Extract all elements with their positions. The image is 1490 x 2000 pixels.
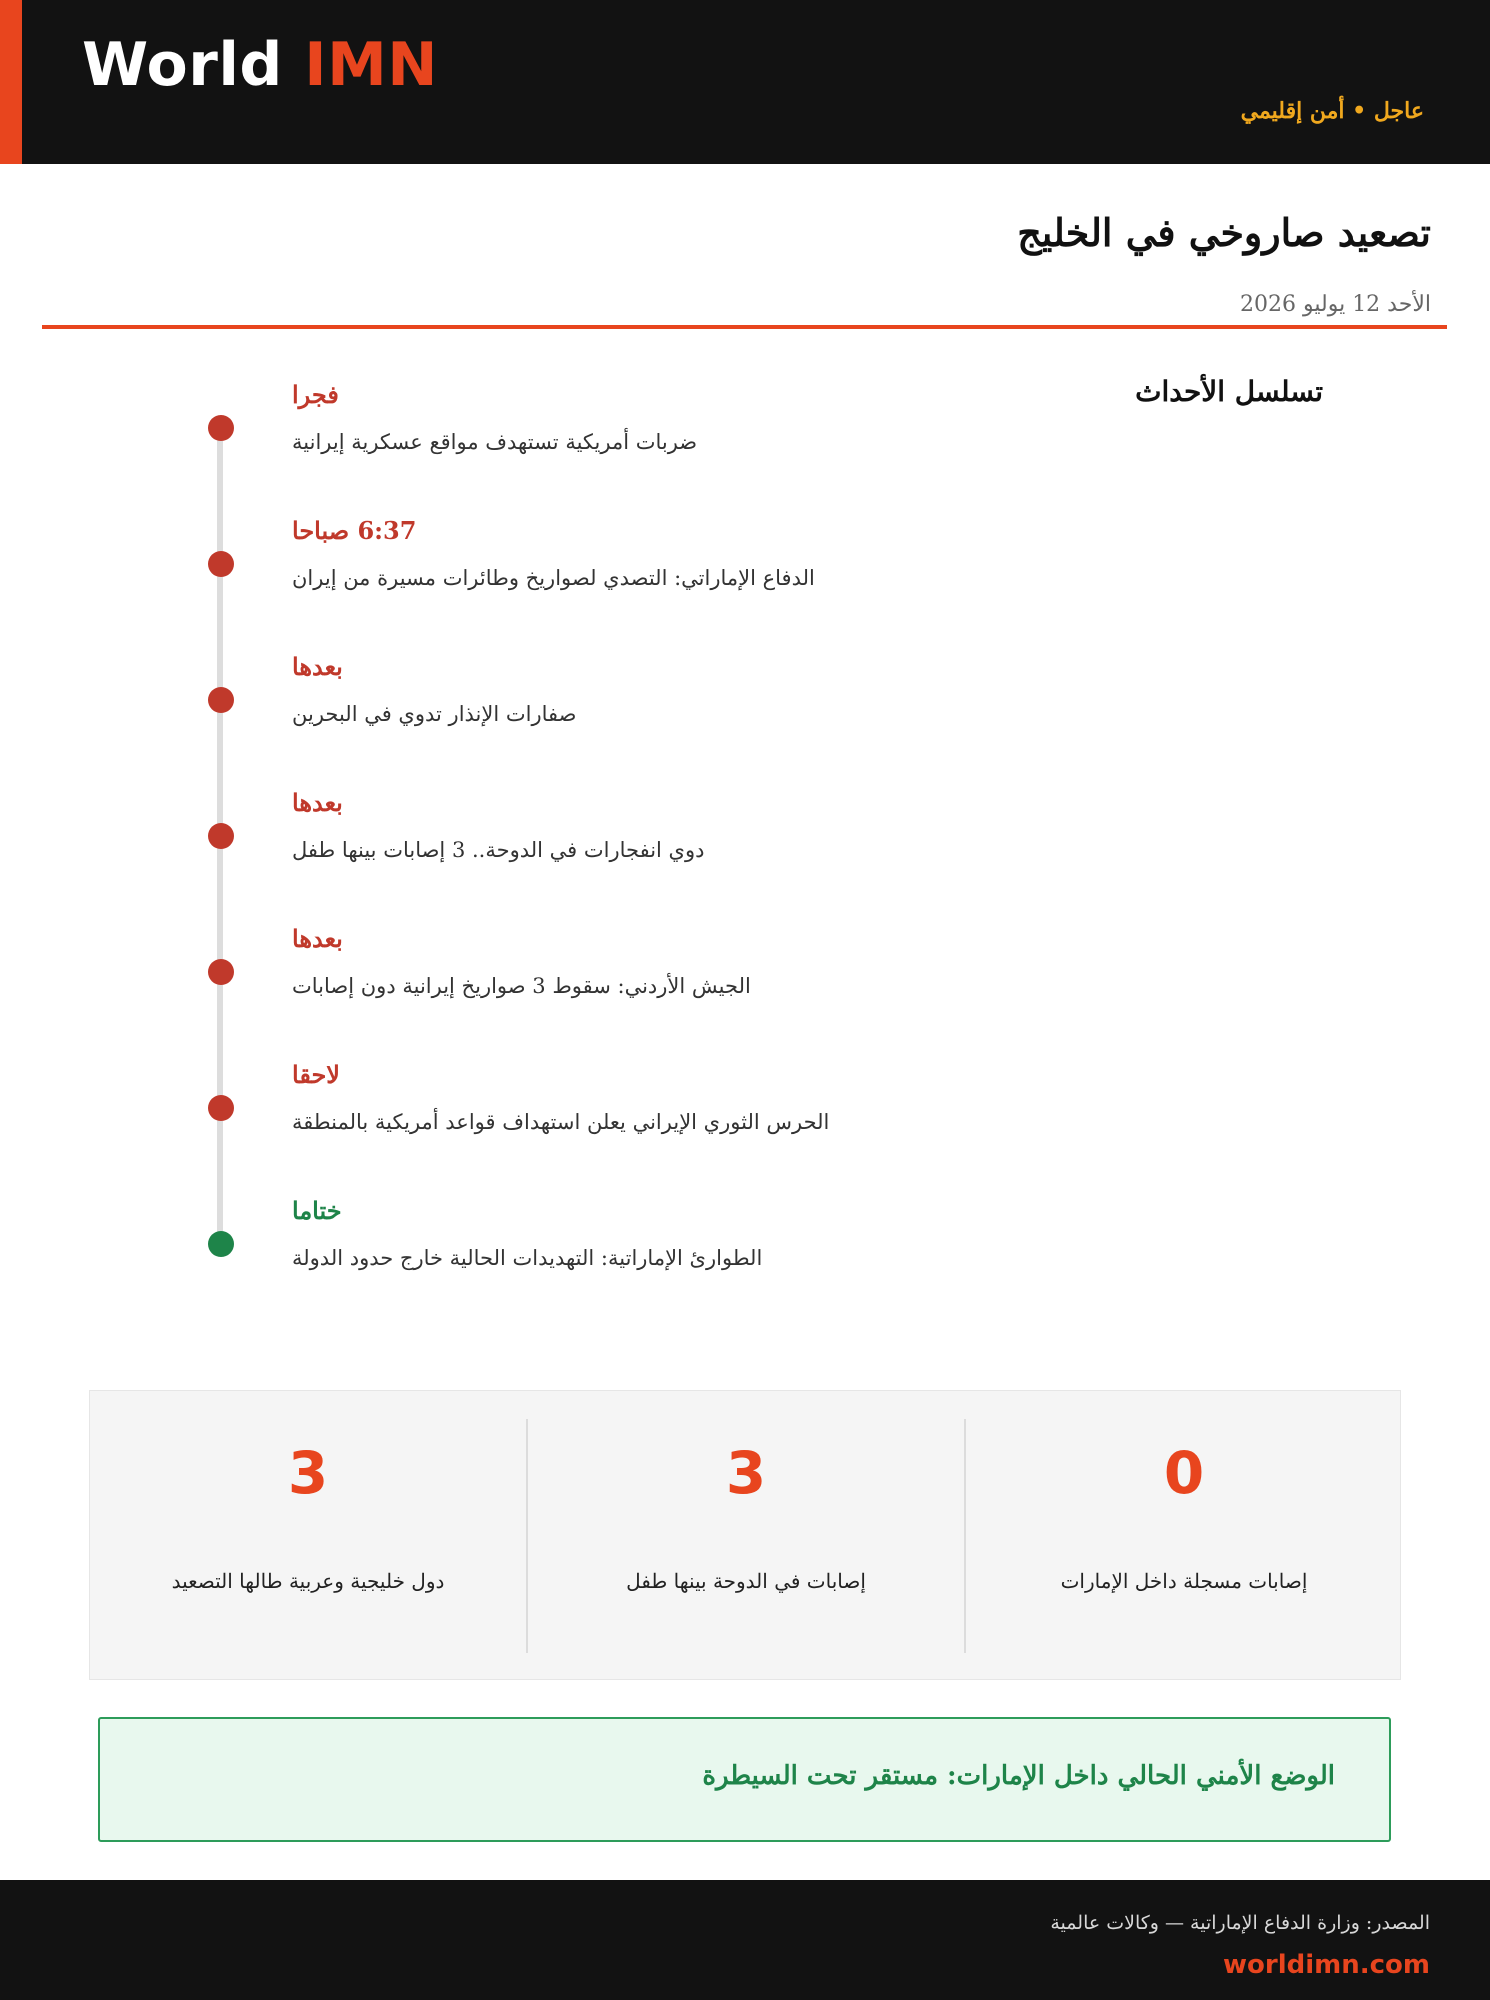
breaking-kicker: عاجل • أمن إقليمي <box>1240 98 1424 124</box>
timeline-time: بعدها <box>292 652 343 681</box>
events-timeline <box>150 380 950 1280</box>
timeline-dot <box>208 1095 234 1121</box>
timeline-text: الجيش الأردني: سقوط 3 صواريخ إيرانية دون إصابات <box>292 974 751 998</box>
timeline-item <box>150 1060 950 1180</box>
site-logo[interactable] <box>82 30 438 100</box>
timeline-time: لاحقا <box>292 1060 340 1089</box>
security-status-box <box>98 1717 1391 1842</box>
site-url-link[interactable]: worldimn.com <box>1223 1950 1430 1980</box>
stat-label: دول خليجية وعربية طالها التصعيد <box>171 1569 445 1593</box>
stat-card <box>528 1419 964 1653</box>
stat-label: إصابات في الدوحة بينها طفل <box>626 1569 866 1593</box>
timeline-dot <box>208 959 234 985</box>
timeline-item <box>150 924 950 1044</box>
timeline-text: ضربات أمريكية تستهدف مواقع عسكرية إيرانية <box>292 430 698 454</box>
timeline-time: بعدها <box>292 924 343 953</box>
timeline-dot <box>208 823 234 849</box>
timeline-item-final <box>150 1196 950 1316</box>
timeline-time: بعدها <box>292 788 343 817</box>
stats-panel <box>89 1390 1401 1680</box>
timeline-text: الطوارئ الإماراتية: التهديدات الحالية خارج حدود الدولة <box>292 1246 763 1270</box>
timeline-dot-final <box>208 1231 234 1257</box>
header-accent-bar <box>0 0 22 164</box>
security-status-text: الوضع الأمني الحالي داخل الإمارات: مستقر تحت السيطرة <box>702 1761 1335 1791</box>
timeline-item <box>150 652 950 772</box>
source-credit: المصدر: وزارة الدفاع الإماراتية — وكالات عالمية <box>1050 1912 1430 1934</box>
stat-value: 0 <box>1163 1439 1205 1507</box>
timeline-heading: تسلسل الأحداث <box>1135 375 1323 408</box>
logo-main-text: World <box>82 30 283 100</box>
timeline-dot <box>208 551 234 577</box>
stat-value: 3 <box>287 1439 329 1507</box>
site-header <box>0 0 1490 164</box>
timeline-item <box>150 380 950 500</box>
timeline-text: الدفاع الإماراتي: التصدي لصواريخ وطائرات مسيرة من إيران <box>292 566 815 590</box>
stat-label: إصابات مسجلة داخل الإمارات <box>1060 1569 1308 1593</box>
stat-card <box>90 1419 526 1653</box>
timeline-text: الحرس الثوري الإيراني يعلن استهداف قواعد أمريكية بالمنطقة <box>292 1110 830 1134</box>
site-footer <box>0 1880 1490 2000</box>
timeline-time: فجرا <box>292 380 339 409</box>
title-divider <box>42 325 1447 329</box>
timeline-time: 6:37 صباحا <box>292 516 417 545</box>
stat-value: 3 <box>725 1439 767 1507</box>
timeline-item <box>150 788 950 908</box>
timeline-text: صفارات الإنذار تدوي في البحرين <box>292 702 577 726</box>
timeline-time: ختاما <box>292 1196 342 1225</box>
article-title: تصعيد صاروخي في الخليج <box>1017 210 1431 255</box>
timeline-dot <box>208 687 234 713</box>
timeline-dot <box>208 415 234 441</box>
timeline-item <box>150 516 950 636</box>
timeline-text: دوي انفجارات في الدوحة.. 3 إصابات بينها طفل <box>292 838 705 862</box>
article-date: الأحد 12 يوليو 2026 <box>1240 292 1431 317</box>
stat-card <box>966 1419 1402 1653</box>
logo-accent-text: IMN <box>304 30 439 100</box>
